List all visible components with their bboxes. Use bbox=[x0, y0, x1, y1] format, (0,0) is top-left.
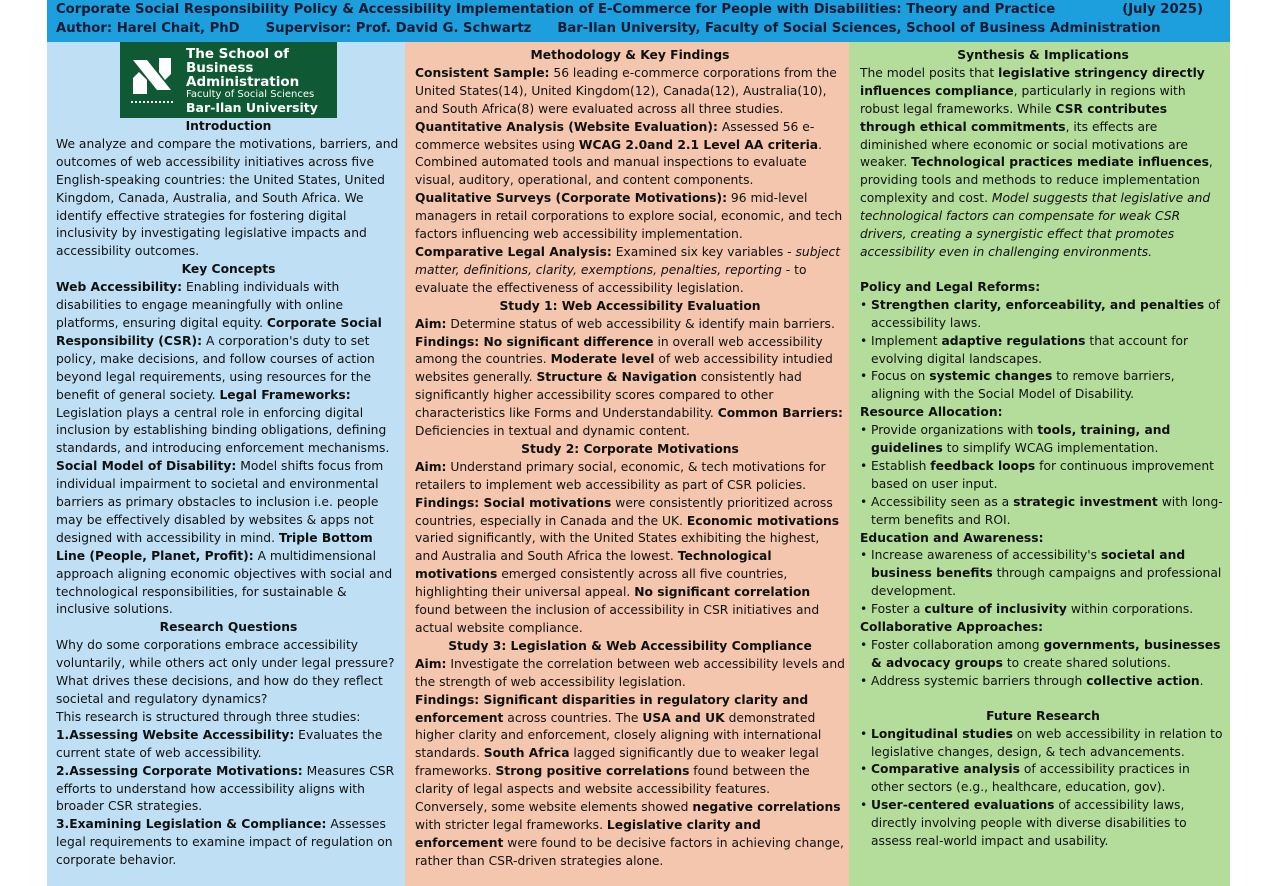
study2-heading: Study 2: Corporate Motivations bbox=[521, 441, 739, 456]
list-item: • Longitudinal studies on web accessibility in relation to legislative changes, design, & tech advancements. bbox=[871, 726, 1226, 762]
column-synthesis bbox=[849, 42, 1230, 886]
poster-title: Corporate Social Responsibility Policy & Accessibility Implementation of E-Commerce for People with Disabilities: Theory and Practice bbox=[56, 2, 1056, 17]
policy-list bbox=[860, 297, 1226, 404]
policy-heading: Policy and Legal Reforms: bbox=[860, 279, 1041, 294]
logo-line-4: Bar-Ilan University bbox=[186, 100, 318, 115]
method-paragraph: Consistent Sample: 56 leading e-commerce corporations from the United States(14), United Kingdom(12), Canada(12), Australia(10), and South Africa(8) were evaluated across all three studies. bbox=[415, 65, 837, 116]
list-item: • Foster a culture of inclusivity within corporations. bbox=[871, 601, 1226, 619]
study3-heading: Study 3: Legislation & Web Accessibility Compliance bbox=[448, 638, 812, 653]
affiliation: Bar-Ilan University, Faculty of Social Sciences, School of Business Administration bbox=[557, 21, 1161, 36]
study-list-item: 2.Assessing Corporate Motivations: Measures CSR efforts to understand how accessibility aligns with broader CSR strategies. bbox=[56, 763, 395, 814]
collaborative-heading: Collaborative Approaches: bbox=[860, 620, 1044, 635]
study-list-item: 1.Assessing Website Accessibility: Evaluates the current state of web accessibility. bbox=[56, 727, 383, 760]
education-list bbox=[860, 547, 1226, 619]
term: Web Accessibility: bbox=[56, 280, 183, 295]
supervisor: Supervisor: Prof. David G. Schwartz bbox=[265, 21, 532, 36]
poster-header bbox=[47, 0, 1230, 42]
study2-aim: Aim: Understand primary social, economic, & tech motivations for retailers to implement web accessibility as part of CSR policies. bbox=[415, 459, 826, 492]
method-paragraph: Qualitative Surveys (Corporate Motivations): 96 mid-level managers in retail corporations to explore social, economic, and tech factors influencing web accessibility implementation. bbox=[415, 191, 843, 242]
list-item: • User-centered evaluations of accessibility laws, directly involving people with diverse disabilities to assess real-world impact and usability. bbox=[871, 797, 1226, 851]
term: Legal Frameworks: bbox=[219, 387, 351, 402]
structure-text: This research is structured through three studies: bbox=[56, 709, 361, 724]
logo-line-1: The School of Business bbox=[186, 46, 290, 76]
list-item: • Foster collaboration among governments, businesses & advocacy groups to create shared solutions. bbox=[871, 637, 1226, 673]
future-research-heading: Future Research bbox=[986, 708, 1100, 723]
methodology-heading: Methodology & Key Findings bbox=[530, 48, 730, 62]
list-item: • Implement adaptive regulations that account for evolving digital landscapes. bbox=[871, 333, 1226, 369]
term: Triple Bottom Line (People, Planet, Profit): bbox=[56, 530, 373, 563]
poster bbox=[47, 0, 1230, 886]
bar-ilan-emblem-icon bbox=[127, 50, 177, 110]
resource-list bbox=[860, 422, 1226, 529]
university-logo bbox=[120, 42, 337, 118]
logo-line-2: Administration bbox=[186, 74, 300, 90]
list-item: • Comparative analysis of accessibility practices in other sectors (e.g., healthcare, education, gov). bbox=[871, 761, 1226, 797]
education-heading: Education and Awareness: bbox=[860, 530, 1044, 545]
list-item: • Establish feedback loops for continuous improvement based on user input. bbox=[871, 458, 1226, 494]
study3-aim: Aim: Investigate the correlation between web accessibility levels and the strength of web accessibility legislation. bbox=[415, 656, 845, 689]
study-list-item: 3.Examining Legislation & Compliance: Assesses legal requirements to examine impact of regulation on corporate behavior. bbox=[56, 817, 393, 868]
term: Social Model of Disability: bbox=[56, 459, 237, 474]
introduction-text: We analyze and compare the motivations, barriers, and outcomes of web accessibility initiatives across five English-speaking countries: the United States, United Kingdom, Canada, Australia, and South Africa. We identify effective strategies for fostering digital inclusivity by investigating legislative impacts and accessibility outcomes. bbox=[56, 136, 399, 259]
synthesis-heading: Synthesis & Implications bbox=[957, 48, 1129, 62]
study1-findings: Findings: No significant difference in overall web accessibility among the countries. Moderate level of web accessibility intudied websites generally. Structure & Navigation consistently had significantly higher accessibility scores compared to other characteristics like Forms and Understandability. Common Barriers: Deficiencies in textual and dynamic content. bbox=[415, 334, 843, 439]
research-questions-heading: Research Questions bbox=[159, 620, 298, 635]
logo-line-3: Faculty of Social Sciences bbox=[186, 89, 315, 100]
key-concepts-heading: Key Concepts bbox=[181, 262, 276, 277]
synthesis-text: The model posits that legislative stringency directly influences compliance, particularly in regions with robust legal frameworks. While CSR contributes through ethical commitments, its effects are diminished where economic or social motivations are weaker. Technological practices mediate influences, providing tools and methods to reduce implementation complexity and cost. Model suggests that legislative and technological factors can compensate for weak CSR drivers, creating a synergistic effect that promotes accessibility even in challenging environments. bbox=[860, 65, 1213, 259]
poster-date: (July 2025) bbox=[1122, 2, 1203, 17]
study1-aim: Aim: Determine status of web accessibility & identify main barriers. bbox=[415, 316, 835, 331]
column-introduction bbox=[47, 42, 405, 886]
column-methodology bbox=[405, 42, 849, 886]
study3-findings: Findings: Significant disparities in regulatory clarity and enforcement across countries. The USA and UK demonstrated higher clarity and enforcement, closely aligning with international standards. South Africa lagged significantly due to weaker legal frameworks. Strong positive correlations found between the clarity of legal aspects and website accessibility features. Conversely, some website elements showed negative correlations with stricter legal frameworks. Legislative clarity and enforcement were found to be decisive factors in achieving change, rather than CSR-driven strategies alone. bbox=[415, 692, 844, 868]
research-questions-text: Why do some corporations embrace accessibility voluntarily, while others act only under legal pressure? What drives these decisions, and how do they reflect societal and regulatory dynamics? bbox=[56, 638, 395, 706]
collaborative-list bbox=[860, 637, 1226, 691]
list-item: • Focus on systemic changes to remove barriers, aligning with the Social Model of Disability. bbox=[871, 368, 1226, 404]
list-item: • Address systemic barriers through collective action. bbox=[871, 673, 1226, 691]
list-item: • Provide organizations with tools, training, and guidelines to simplify WCAG implementation. bbox=[871, 422, 1226, 458]
list-item: • Strengthen clarity, enforceability, and penalties of accessibility laws. bbox=[871, 297, 1226, 333]
method-paragraph: Quantitative Analysis (Website Evaluation): Assessed 56 e-commerce websites using WCAG 2.0and 2.1 Level AA criteria. Combined automated tools and manual inspections to evaluate visual, auditory, operational, and content components. bbox=[415, 119, 823, 188]
future-research-list bbox=[860, 726, 1226, 851]
study2-findings: Findings: Social motivations were consistently prioritized across countries, especially in Canada and the UK. Economic motivations varied significantly, with the United States exhibiting the highest, and Australia and South Africa the lowest. Technological motivations emerged consistently across all five countries, highlighting their universal appeal. No significant correlation found between the inclusion of accessibility in CSR initiatives and actual website compliance. bbox=[415, 495, 840, 635]
introduction-heading: Introduction bbox=[185, 119, 272, 133]
social-model-paragraph: Social Model of Disability: Model shifts focus from individual impairment to societal and environmental barriers as primary obstacles to inclusion i.e. people may be effectively disabled by websites & apps not designed with accessibility in mind. Triple Bottom Line (People, Planet, Profit): A multidimensional approach aligning economic objectives with social and technological responsibilities, for sustainable & inclusive solutions. bbox=[56, 459, 393, 617]
list-item: • Increase awareness of accessibility's societal and business benefits through campaigns and professional development. bbox=[871, 547, 1226, 601]
list-item: • Accessibility seen as a strategic investment with long-term benefits and ROI. bbox=[871, 494, 1226, 530]
resource-heading: Resource Allocation: bbox=[860, 405, 1003, 420]
method-paragraph: Comparative Legal Analysis: Examined six key variables - subject matter, definitions, clarity, exemptions, penalties, reporting - to evaluate the effectiveness of accessibility legislation. bbox=[415, 244, 841, 295]
key-concepts-paragraph: Web Accessibility: Enabling individuals with disabilities to engage meaningfully with online platforms, ensuring digital equity. Corporate Social Responsibility (CSR): A corporation's duty to set policy, make decisions, and follow courses of action beyond legal requirements, using resources for the benefit of general society. Legal Frameworks: Legislation plays a central role in enforcing digital inclusion by establishing binding obligations, defining standards, and introducing enforcement mechanisms. bbox=[56, 280, 390, 456]
term: Corporate Social Responsibility (CSR): bbox=[56, 315, 382, 348]
study1-heading: Study 1: Web Accessibility Evaluation bbox=[499, 298, 761, 313]
author: Author: Harel Chait, PhD bbox=[56, 21, 240, 36]
